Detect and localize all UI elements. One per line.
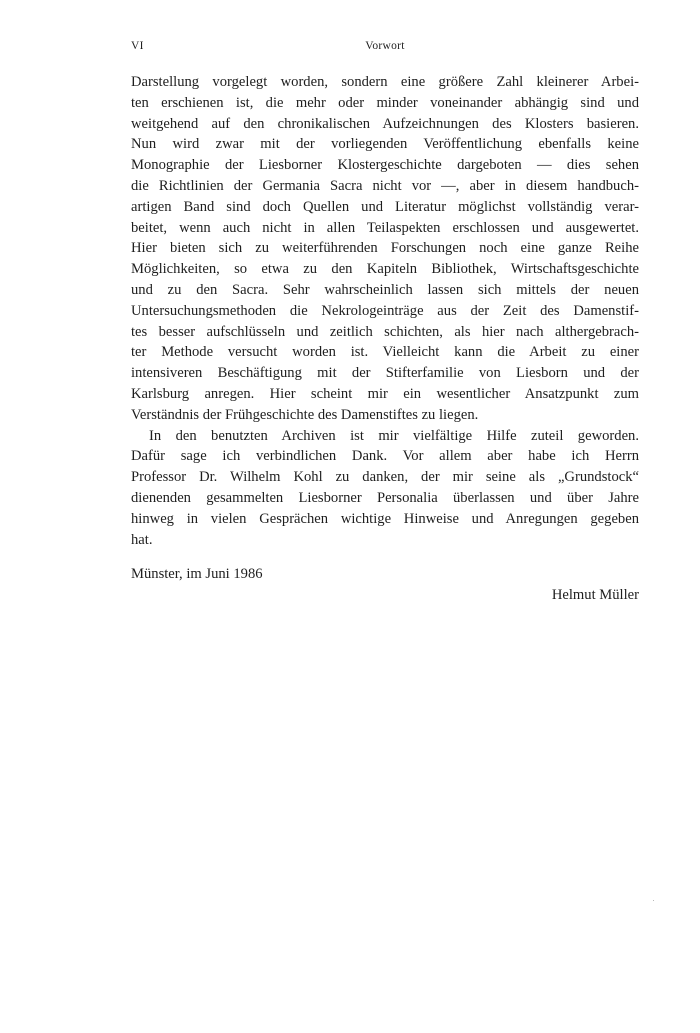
- text-line: intensiveren Beschäftigung mit der Stifterfamilie von Liesborn und der: [131, 365, 639, 382]
- text-line: Verständnis der Frühgeschichte des Damenstiftes zu liegen.: [131, 406, 479, 423]
- text-line: Karlsburg anregen. Hier scheint mir ein wesentlicher Ansatzpunkt zum: [131, 385, 639, 402]
- text-line: weitgehend auf den chronikalischen Aufzeichnungen des Klosters basieren.: [131, 115, 639, 132]
- text-line: Dafür sage ich verbindlichen Dank. Vor allem aber habe ich Herrn: [131, 448, 639, 465]
- text-line: Darstellung vorgelegt worden, sondern eine größere Zahl kleinerer Arbei-: [131, 74, 639, 90]
- paragraph: [131, 72, 639, 426]
- text-line: tes besser aufschlüsseln und zeitlich schichten, als hier nach althergebrach-: [131, 323, 639, 340]
- text-line: In den benutzten Archiven ist mir vielfältige Hilfe zuteil geworden.: [149, 427, 639, 444]
- text-line: Hier bieten sich zu weiterführenden Forschungen noch eine ganze Reihe: [131, 240, 639, 257]
- text-line: Nun wird zwar mit der vorliegenden Veröffentlichung ebenfalls keine: [131, 136, 639, 153]
- running-head: [131, 40, 639, 58]
- text-line: Monographie der Liesborner Klostergeschichte dargeboten — dies sehen: [131, 157, 639, 174]
- text-line: dienenden gesammelten Liesborner Personalia überlassen und über Jahre: [131, 489, 639, 506]
- text-line: Untersuchungsmethoden die Nekrologeinträge aus der Zeit des Damenstif-: [131, 302, 639, 319]
- text-line: hat.: [131, 531, 153, 548]
- text-line: ten erschienen ist, die mehr oder minder voneinander abhängig sind und: [131, 94, 639, 111]
- text-line: Professor Dr. Wilhelm Kohl zu danken, der mir seine als „Grundstock“: [131, 469, 639, 486]
- text-line: artigen Band sind doch Quellen und Literatur möglichst vollständig verar-: [131, 198, 639, 215]
- text-line: beitet, wenn auch nicht in allen Teilaspekten erschlossen und ausgewertet.: [131, 219, 639, 236]
- text-line: hinweg in vielen Gesprächen wichtige Hinweise und Anregungen gegeben: [131, 510, 639, 527]
- text-line: und zu den Sacra. Sehr wahrscheinlich lassen sich mittels der neuen: [131, 281, 639, 298]
- paragraph: [131, 426, 639, 551]
- running-title: Vorwort: [365, 40, 405, 52]
- page-number: VI: [131, 40, 144, 52]
- place-date: Münster, im Juni 1986: [131, 566, 263, 582]
- text-line: die Richtlinien der Germania Sacra nicht vor —, aber in diesem handbuch-: [131, 177, 639, 194]
- body-text: [131, 72, 639, 550]
- text-line: ter Methode versucht worden ist. Vielleicht kann die Arbeit zu einer: [131, 344, 639, 361]
- author-signature: Helmut Müller: [551, 587, 639, 603]
- scan-speck: [653, 900, 654, 901]
- text-line: Möglichkeiten, so etwa zu den Kapiteln Bibliothek, Wirtschaftsgeschichte: [131, 261, 639, 278]
